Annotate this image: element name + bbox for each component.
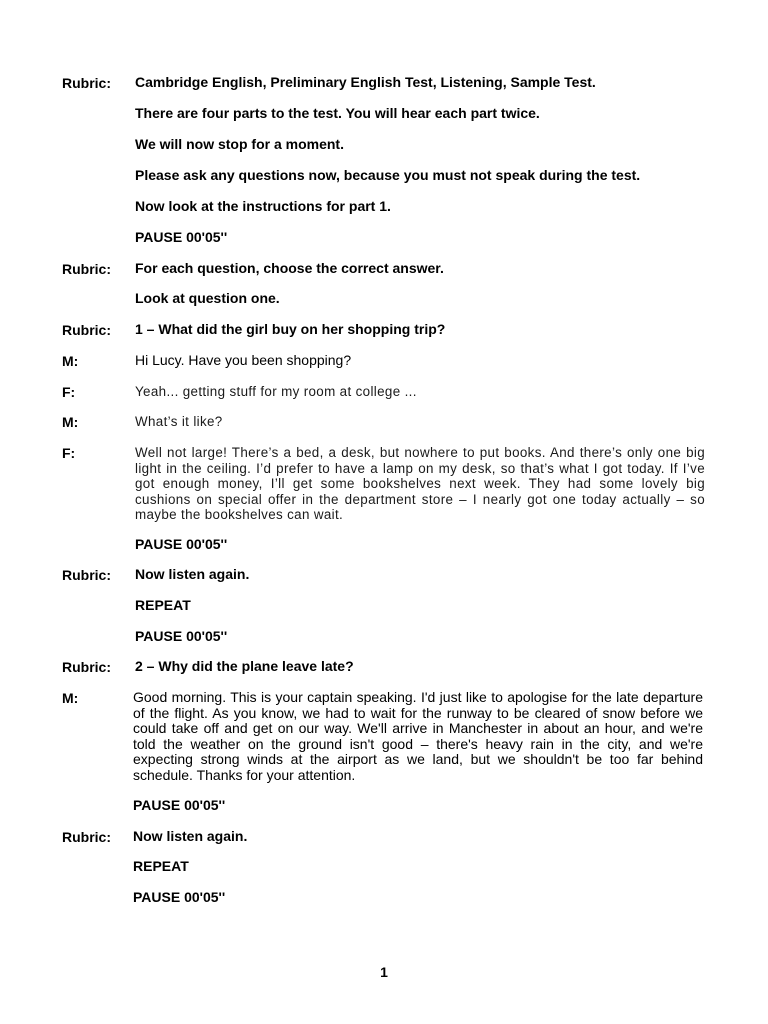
speaker-label: M: [62,414,79,430]
question-title: 1 – What did the girl buy on her shopping trip? [135,321,446,337]
speaker-label: Rubric: [62,75,111,91]
line-text: Now listen again. [133,828,248,844]
pause-marker: PAUSE 00'05'' [135,536,228,552]
line-text: Yeah... getting stuff for my room at college ... [135,384,417,399]
pause-marker: PAUSE 00'05'' [133,797,226,813]
line-text: Now listen again. [135,566,250,582]
page-number: 1 [380,964,388,980]
line-text: Well not large! There’s a bed, a desk, but nowhere to put books. And there’s only one big light in the ceiling. I’d prefer to have a lamp on my desk, so that’s what I got today. If I’ve got enough money, I’ll get some bookshelves next week. They had some lovely big cushions on special offer in the department store – I nearly got one today actually – so maybe the bookshelves can wait. [135,445,705,523]
speaker-label: Rubric: [62,322,111,338]
repeat-marker: REPEAT [135,597,191,613]
line-text: We will now stop for a moment. [135,136,344,152]
pause-marker: PAUSE 00'05'' [133,889,226,905]
line-text: Hi Lucy. Have you been shopping? [135,352,352,368]
question-title: 2 – Why did the plane leave late? [135,658,354,674]
line-text: There are four parts to the test. You will hear each part twice. [135,105,540,121]
line-text: Now look at the instructions for part 1. [135,198,391,214]
speaker-label: M: [62,690,79,706]
line-text: For each question, choose the correct answer. [135,260,444,276]
speaker-label: F: [62,384,76,400]
pause-marker: PAUSE 00'05'' [135,628,228,644]
speaker-label: F: [62,445,76,461]
line-text: Please ask any questions now, because you must not speak during the test. [135,167,641,183]
speaker-label: Rubric: [62,261,111,277]
repeat-marker: REPEAT [133,858,189,874]
pause-marker: PAUSE 00'05'' [135,229,228,245]
line-text: Look at question one. [135,290,280,306]
speaker-label: Rubric: [62,659,111,675]
line-text: What’s it like? [135,414,223,429]
speaker-label: Rubric: [62,567,111,583]
speaker-label: M: [62,353,79,369]
line-text: Good morning. This is your captain speaking. I'd just like to apologise for the late departure of the flight. As you know, we had to wait for the runway to be cleared of snow before we could take off and get on our way. We'll arrive in Manchester in about an hour, and we're told the weather on the ground isn't good – there's heavy rain in the city, and we're expecting strong winds at the airport as we land, but we shouldn't be too far behind schedule. Thanks for your attention. [133,689,703,783]
line-text: Cambridge English, Preliminary English Test, Listening, Sample Test. [135,74,596,90]
speaker-label: Rubric: [62,829,111,845]
